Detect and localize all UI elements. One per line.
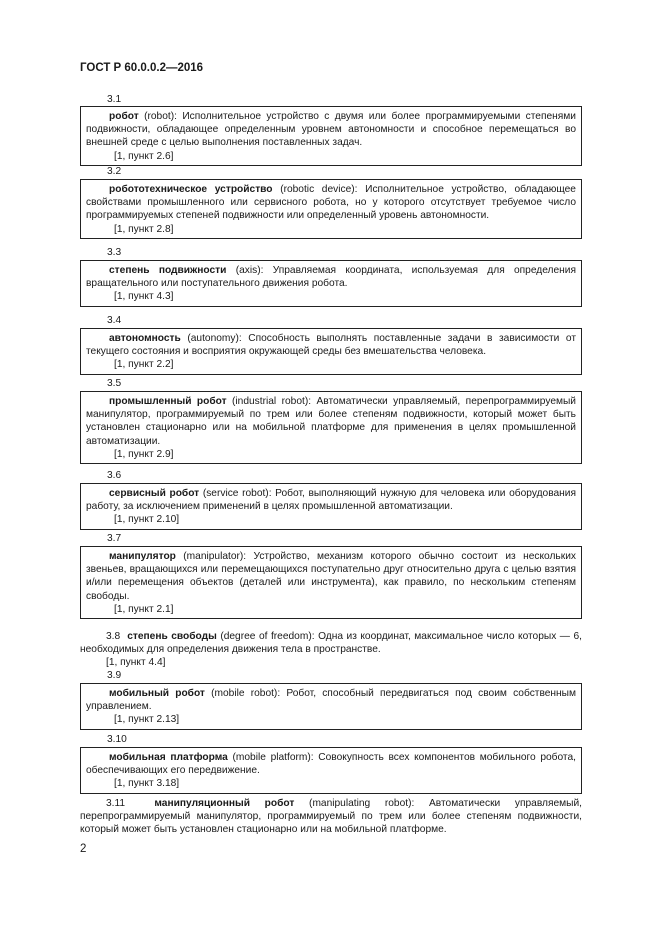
source-reference: [1, пункт 2.13]	[114, 714, 180, 726]
definition: Управляемая координата, используемая для определения вращательного или поступательного движения робота.	[86, 265, 576, 290]
source-reference: [1, пункт 2.2]	[114, 359, 174, 371]
definition: Робот, выполняющий нужную для человека или оборудования работу, за исключением применений в целях промышленной автоматизации.	[86, 488, 576, 513]
term: робототехническое устройство	[109, 184, 273, 195]
entry-number: 3.11	[106, 798, 126, 809]
entry-number: 3.8	[106, 631, 121, 642]
page-number: 2	[80, 843, 87, 855]
term: робот	[109, 111, 139, 122]
entry-number: 3.2	[107, 166, 122, 177]
definition-text	[86, 550, 576, 603]
term: автономность	[109, 333, 181, 344]
document-header: ГОСТ Р 60.0.0.2—2016	[80, 62, 204, 74]
definition-text	[86, 332, 576, 358]
definition: Исполнительное устройство с двумя или более программируемыми степенями подвижности, обладающее определенным уровнем автономности и способное перемещаться во внешней среде с целью выполнения поставленных задач.	[86, 111, 576, 149]
definition-box	[80, 391, 582, 464]
definition-box	[80, 106, 582, 166]
definition: Исполнительное устройство, обладающее свойствами промышленного или сервисного робота, но у которого отсутствует требуемое число программируемых степеней подвижности или определенный уровень автономности.	[86, 184, 576, 222]
term-english: (degree of freedom):	[220, 631, 315, 642]
source-reference: [1, пункт 4.4]	[106, 657, 166, 669]
entry-number: 3.4	[107, 315, 122, 326]
source-reference: [1, пункт 2.6]	[114, 150, 174, 162]
definition: Способность выполнять поставленные задачи в зависимости от текущего состояния и восприятия окружающей среды без вмешательства человека.	[86, 333, 576, 358]
definition-text	[86, 110, 576, 150]
definition-text	[86, 751, 576, 777]
definition-box	[80, 179, 582, 239]
definition-text	[86, 395, 576, 448]
definition-box	[80, 260, 582, 307]
term: мобильный робот	[109, 688, 205, 699]
term: манипуляционный робот	[154, 798, 295, 809]
term-english: (autonomy):	[187, 333, 242, 344]
definition: Устройство, механизм которого обычно состоит из нескольких звеньев, вращающихся или перемещающихся поступательно друг относительно друга с целью взятия и/или перемещения объектов (деталей или инструмента), как правило, по нескольким степеням свободы.	[86, 551, 576, 602]
term: сервисный робот	[109, 488, 200, 499]
definition-text	[86, 487, 576, 513]
definition-box	[80, 683, 582, 730]
definition-paragraph	[80, 797, 582, 837]
definition-text	[80, 630, 582, 656]
definition: Совокупность всех компонентов мобильного робота, обеспечивающих его передвижение.	[86, 752, 576, 777]
source-reference: [1, пункт 4.3]	[114, 291, 174, 303]
definition: Автоматически управляемый, перепрограммируемый манипулятор, программируемый по трем или более степеням подвижности, который может быть установлен стационарно или на мобильной платформе для применения в целях промышленной автоматизации.	[86, 396, 577, 447]
entry-number: 3.10	[107, 734, 127, 745]
entry-number: 3.7	[107, 533, 122, 544]
term: мобильная платформа	[109, 752, 228, 763]
term: манипулятор	[109, 551, 176, 562]
term-english: (manipulating robot):	[309, 798, 415, 809]
term: промышленный робот	[109, 396, 227, 407]
source-reference: [1, пункт 2.8]	[114, 223, 174, 235]
definition-text	[86, 687, 576, 713]
term: степень подвижности	[109, 265, 227, 276]
term-english: (mobile robot):	[211, 688, 281, 699]
definition-paragraph	[80, 630, 582, 670]
entry-number: 3.1	[107, 94, 122, 105]
entry-number: 3.9	[107, 670, 122, 681]
entry-number: 3.5	[107, 378, 122, 389]
definition-text	[86, 183, 576, 223]
term-english: (axis):	[235, 265, 264, 276]
term-english: (industrial robot):	[232, 396, 312, 407]
definition-box	[80, 747, 582, 794]
entry-number: 3.3	[107, 247, 122, 258]
term: степень свободы	[127, 631, 217, 642]
definition-text	[86, 264, 576, 290]
source-reference: [1, пункт 2.1]	[114, 603, 174, 615]
definition-box	[80, 483, 582, 530]
definition-box	[80, 546, 582, 619]
source-reference: [1, пункт 3.18]	[114, 778, 180, 790]
term-english: (robot):	[144, 111, 177, 122]
entry-number: 3.6	[107, 470, 122, 481]
definition: Автоматически управляемый, перепрограммируемый манипулятор, программируемый по трем или более степеням подвижности, который может быть установлен стационарно или на мобильной платформе.	[80, 798, 582, 836]
definition-box	[80, 328, 582, 375]
definition-text	[80, 797, 582, 837]
definition: Одна из координат, максимальное число которых — 6, необходимых для определения движения тела в пространстве.	[80, 631, 582, 656]
term-english: (manipulator):	[183, 551, 247, 562]
source-reference: [1, пункт 2.9]	[114, 448, 174, 460]
term-english: (robotic device):	[280, 184, 358, 195]
definition: Робот, способный передвигаться под своим собственным управлением.	[86, 688, 576, 713]
term-english: (service robot):	[202, 488, 272, 499]
source-reference: [1, пункт 2.10]	[114, 514, 180, 526]
term-english: (mobile platform):	[232, 752, 314, 763]
